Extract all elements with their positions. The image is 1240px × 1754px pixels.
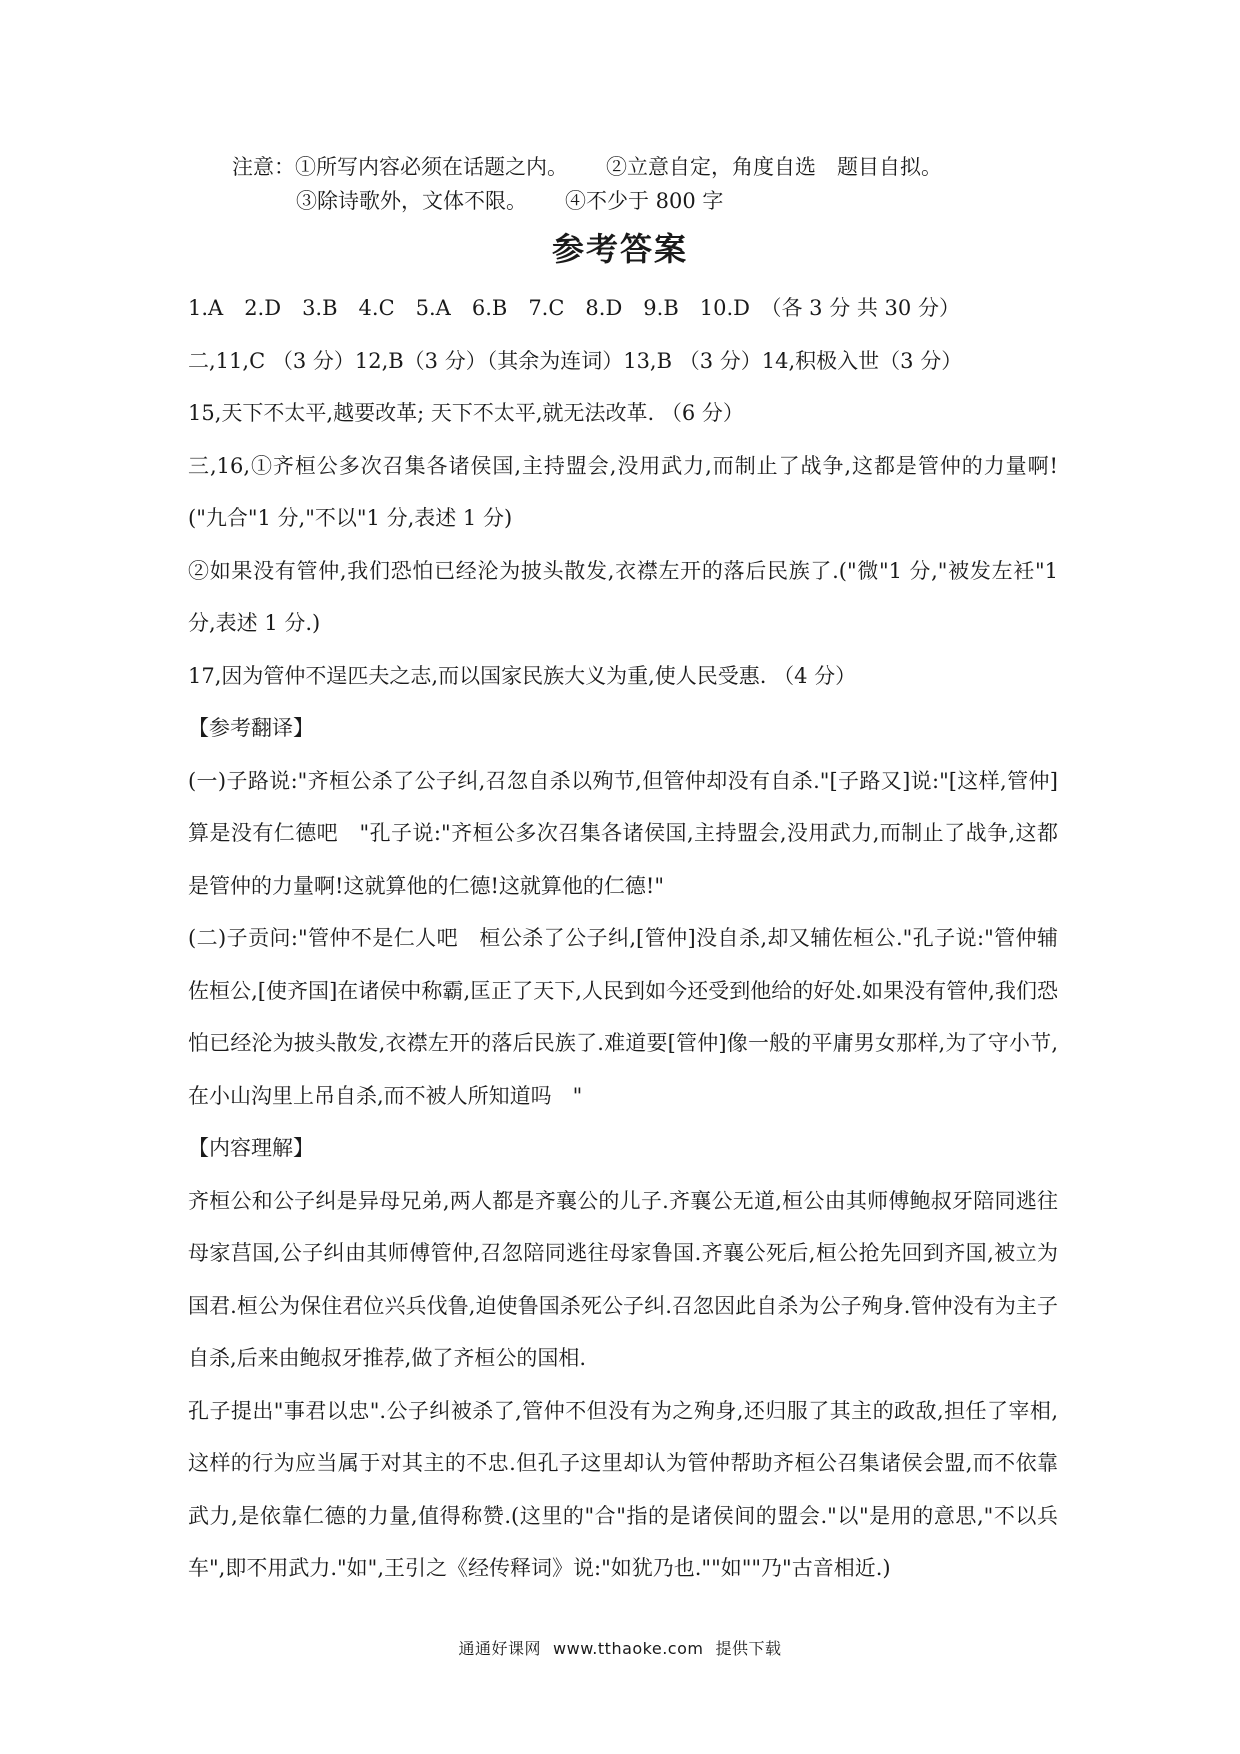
answer-q16-part-1: 三,16,①齐桓公多次召集各诸侯国,主持盟会,没用武力,而制止了战争,这都是管仲的力量啊!("九合"1 分,"不以"1 分,表述 1 分) (188, 453, 1058, 530)
understanding-paragraph-1: 齐桓公和公子纠是异母兄弟,两人都是齐襄公的儿子.齐襄公无道,桓公由其师傅鲍叔牙陪同逃往母家莒国,公子纠由其师傅管仲,召忽陪同逃往母家鲁国.齐襄公死后,桓公抢先回到齐国,被立为国君.桓公为保住君位兴兵伐鲁,迫使鲁国杀死公子纠.召忽因此自杀为公子殉身.管仲没有为主子自杀,后来由鲍叔牙推荐,做了齐桓公的国相. (188, 1188, 1058, 1370)
answer-content (188, 282, 1058, 1595)
footer-suffix: 提供下载 (715, 1639, 782, 1658)
translation-paragraph-2: (二)子贡问:"管仲不是仁人吧 桓公杀了公子纠,[管仲]没自杀,却又辅佐桓公."孔子说:"管仲辅佐桓公,[使齐国]在诸侯中称霸,匡正了天下,人民到如今还受到他给的好处.如果没有管仲,我们恐怕已经沦为披头散发,衣襟左开的落后民族了.难道要[管仲]像一般的平庸男女那样,为了守小节,在小山沟里上吊自杀,而不被人所知道吗 " (188, 926, 1058, 1108)
translation-heading: 【参考翻译】 (188, 716, 314, 740)
footer-site-name: 通通好课网 (458, 1639, 542, 1658)
translation-paragraph-1: (一)子路说:"齐桓公杀了公子纠,召忽自杀以殉节,但管仲却没有自杀."[子路又]说:"[这样,管仲]算是没有仁德吧 "孔子说:"齐桓公多次召集各诸侯国,主持盟会,没用武力,而制止了战争,这都是管仲的力量啊!这就算他的仁德!这就算他的仁德!" (188, 768, 1058, 898)
essay-notes (232, 150, 942, 218)
page-title: 参考答案 (551, 230, 688, 268)
notes-item-2: ②立意自定，角度自选 题目自拟。 (606, 155, 942, 179)
footer-url[interactable]: www.tthaoke.com (553, 1639, 704, 1658)
answer-part-2: 二,11,C （3 分）12,B（3 分）（其余为连词）13,B （3 分）14,积极入世（3 分） (188, 348, 963, 373)
notes-item-4: ④不少于 800 字 (565, 189, 724, 213)
notes-line-1 (232, 150, 942, 184)
answer-q17: 17,因为管仲不逞匹夫之志,而以国家民族大义为重,使人民受惠. （4 分） (188, 663, 857, 688)
notes-label: 注意： (232, 155, 295, 179)
notes-item-1: ①所写内容必须在话题之内。 (295, 155, 568, 179)
understanding-paragraph-2: 孔子提出"事君以忠".公子纠被杀了,管仲不但没有为之殉身,还归服了其主的政敌,担任了宰相,这样的行为应当属于对其主的不忠.但孔子这里却认为管仲帮助齐桓公召集诸侯会盟,而不依靠武力,是依靠仁德的力量,值得称赞.(这里的"合"指的是诸侯间的盟会."以"是用的意思,"不以兵车",即不用武力."如",王引之《经传释词》说:"如犹乃也.""如""乃"古音相近.) (188, 1398, 1058, 1580)
answer-q16-part-2: ②如果没有管仲,我们恐怕已经沦为披头散发,衣襟左开的落后民族了.("微"1 分,"被发左衽"1 分,表述 1 分.) (188, 558, 1058, 635)
notes-item-3: ③除诗歌外，文体不限。 (296, 189, 527, 213)
page-footer (0, 1636, 1240, 1659)
answer-q15: 15,天下不太平,越要改革; 天下不太平,就无法改革. （6 分） (188, 401, 744, 425)
understanding-heading: 【内容理解】 (188, 1136, 314, 1160)
answer-multiple-choice: 1.A 2.D 3.B 4.C 5.A 6.B 7.C 8.D 9.B 10.D （各 3 分 共 30 分） (188, 296, 960, 320)
notes-line-2 (232, 184, 942, 218)
